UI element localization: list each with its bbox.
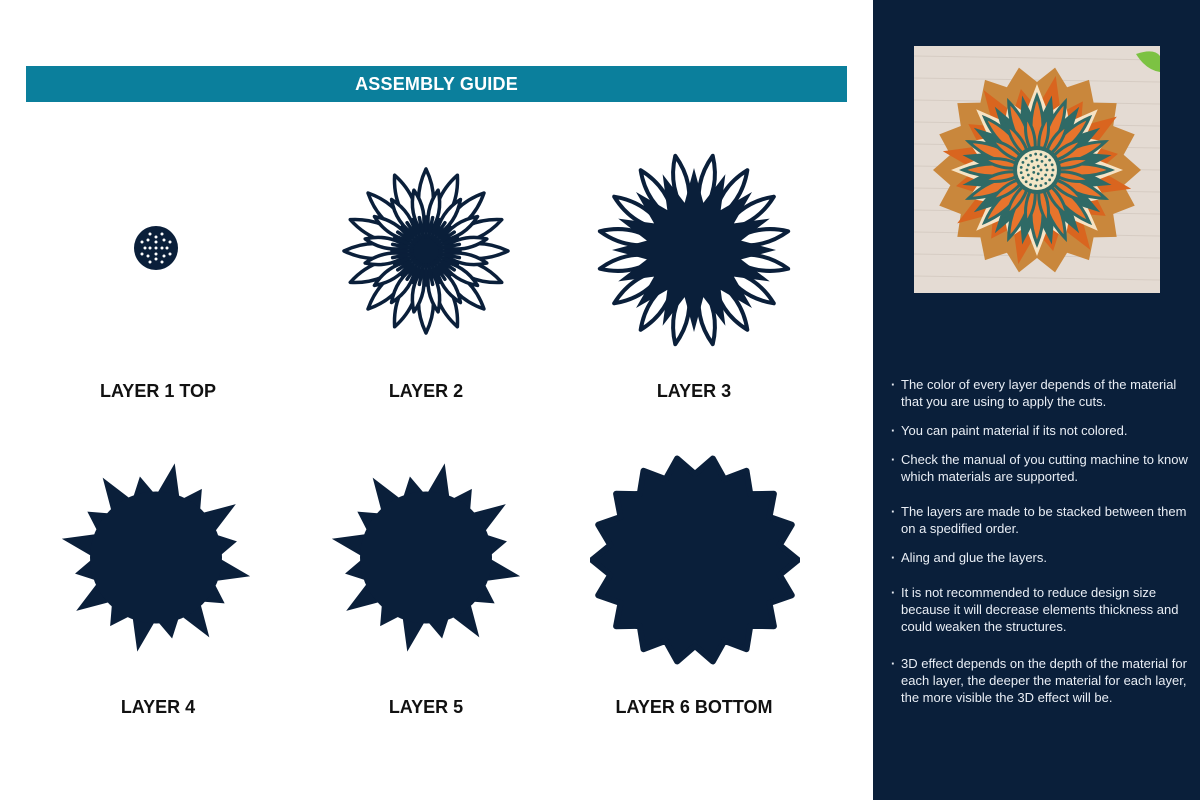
silhouette-body	[360, 492, 492, 624]
center-seed	[1036, 159, 1039, 162]
note-item: · Aling and glue the layers.	[889, 549, 1189, 566]
assembly-guide-banner	[26, 66, 847, 102]
seed-dot	[149, 247, 152, 250]
seed-dot	[155, 258, 158, 261]
seed-dot	[166, 247, 169, 250]
seed-dot	[147, 239, 150, 242]
center-seed	[1044, 155, 1047, 158]
center-seed	[1029, 154, 1032, 157]
center-seed	[1022, 161, 1025, 164]
note-item: · 3D effect depends on the depth of the material for each layer, the deeper the material for each layer, the more visible the 3D effect will be.	[889, 655, 1189, 706]
seed-dot	[155, 236, 158, 239]
layer-2-art	[341, 166, 511, 336]
note-item: · Check the manual of you cutting machine to know which materials are supported.	[889, 451, 1189, 485]
center-seed	[1034, 185, 1037, 188]
filled-star	[612, 168, 776, 332]
center-seed	[1027, 174, 1030, 177]
center-seed	[1048, 159, 1051, 162]
seed-dot	[163, 255, 166, 258]
seed-dot	[147, 255, 150, 258]
center-seed	[1052, 169, 1055, 172]
seed-dot	[141, 253, 144, 256]
center-seed	[1036, 179, 1039, 182]
center-seed	[1020, 171, 1023, 174]
note-item: · You can paint material if its not colored.	[889, 422, 1189, 439]
finished-sunflower-photo	[914, 46, 1160, 293]
center-seed	[1040, 184, 1043, 187]
center-seed	[1029, 183, 1032, 186]
center-seed	[1027, 164, 1030, 167]
center-seed	[1034, 153, 1037, 156]
note-item: · The layers are made to be stacked between them on a spedified order.	[889, 503, 1189, 537]
seed-dot	[149, 233, 152, 236]
center-seed	[1044, 164, 1047, 167]
center-seed	[1037, 165, 1040, 168]
layer-1-label: LAYER 1 TOP	[99, 381, 217, 401]
seed-dot	[155, 247, 158, 250]
center-seed	[1040, 169, 1043, 172]
seed-dot	[141, 241, 144, 244]
center-seed	[1051, 174, 1054, 177]
layer-3-label: LAYER 3	[656, 381, 732, 401]
center-seed	[1031, 177, 1034, 180]
seed-dot	[155, 241, 158, 244]
center-seed	[1046, 169, 1049, 172]
center-seed	[1037, 172, 1040, 175]
center-seed	[1044, 174, 1047, 177]
center-seed	[1041, 160, 1044, 163]
layer-4-label: LAYER 4	[120, 697, 196, 717]
center-seed	[1031, 160, 1034, 163]
cream-center	[1017, 150, 1057, 190]
note-item: · It is not recommended to reduce design size because it will decrease elements thickness and could weaken the structures.	[889, 584, 1189, 635]
center-seed	[1022, 176, 1025, 179]
center-seed	[1041, 177, 1044, 180]
layer-2-label: LAYER 2	[388, 381, 464, 401]
layer-1-art	[126, 218, 186, 278]
center-seed	[1044, 182, 1047, 185]
center-seed	[1025, 157, 1028, 160]
seed-dot	[155, 253, 158, 256]
center-seed	[1026, 169, 1029, 172]
seed-dot	[163, 239, 166, 242]
layer-3-art	[594, 150, 794, 350]
base-shape	[592, 459, 798, 662]
center-seed	[1020, 166, 1023, 169]
seed-dot	[169, 253, 172, 256]
seed-dot	[169, 241, 172, 244]
layer-4-art	[56, 460, 256, 655]
center-seed	[1032, 171, 1035, 174]
seed-dot	[144, 247, 147, 250]
layer-6-art	[590, 455, 800, 665]
instructions-list	[889, 376, 1189, 718]
layer-5-label: LAYER 5	[388, 697, 464, 717]
seed-dot	[161, 261, 164, 264]
layer-5-art	[326, 460, 526, 655]
silhouette-body	[90, 492, 222, 624]
center-seed	[1048, 178, 1051, 181]
seed-dot	[161, 233, 164, 236]
center-seed	[1025, 180, 1028, 183]
seed-dot	[149, 261, 152, 264]
layer-6-label: LAYER 6 BOTTOM	[615, 697, 773, 717]
seed-dot	[161, 247, 164, 250]
note-item: · The color of every layer depends of the material that you are using to apply the cuts.	[889, 376, 1189, 410]
center-seed	[1040, 153, 1043, 156]
banner-title: ASSEMBLY GUIDE	[355, 73, 518, 94]
center-seed	[1051, 163, 1054, 166]
center-seed	[1032, 166, 1035, 169]
